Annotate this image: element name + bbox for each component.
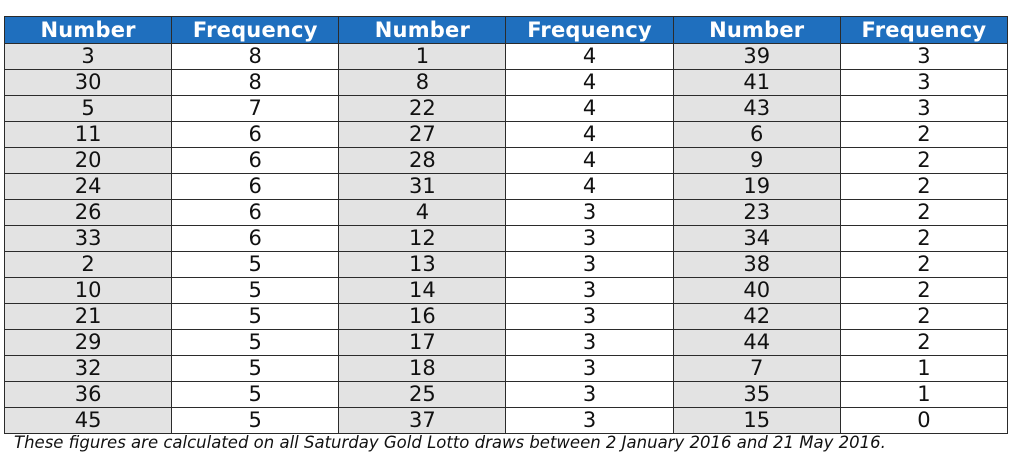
- frequency-cell: 7: [172, 96, 339, 122]
- number-cell: 44: [673, 330, 840, 356]
- frequency-cell: 3: [506, 356, 673, 382]
- frequency-cell: 3: [506, 200, 673, 226]
- number-cell: 30: [5, 70, 172, 96]
- number-cell: 6: [673, 122, 840, 148]
- frequency-cell: 4: [506, 44, 673, 70]
- frequency-cell: 1: [840, 356, 1007, 382]
- frequency-cell: 3: [506, 278, 673, 304]
- frequency-cell: 4: [506, 148, 673, 174]
- number-cell: 25: [339, 382, 506, 408]
- frequency-cell: 6: [172, 174, 339, 200]
- frequency-cell: 8: [172, 70, 339, 96]
- frequency-cell: 2: [840, 330, 1007, 356]
- table-body: [5, 44, 1008, 434]
- number-cell: 2: [5, 252, 172, 278]
- table-row: [5, 252, 1008, 278]
- frequency-cell: 2: [840, 278, 1007, 304]
- number-cell: 26: [5, 200, 172, 226]
- frequency-table: [4, 16, 1008, 434]
- number-cell: 29: [5, 330, 172, 356]
- number-cell: 1: [339, 44, 506, 70]
- number-cell: 36: [5, 382, 172, 408]
- table-row: [5, 382, 1008, 408]
- frequency-cell: 8: [172, 44, 339, 70]
- frequency-cell: 0: [840, 408, 1007, 434]
- number-cell: 31: [339, 174, 506, 200]
- number-cell: 38: [673, 252, 840, 278]
- frequency-cell: 5: [172, 330, 339, 356]
- frequency-cell: 1: [840, 382, 1007, 408]
- number-cell: 28: [339, 148, 506, 174]
- frequency-cell: 6: [172, 226, 339, 252]
- frequency-cell: 4: [506, 70, 673, 96]
- frequency-cell: 2: [840, 226, 1007, 252]
- frequency-cell: 3: [506, 330, 673, 356]
- frequency-cell: 5: [172, 304, 339, 330]
- table-row: [5, 174, 1008, 200]
- table-row: [5, 304, 1008, 330]
- header-frequency-2: Frequency: [506, 17, 673, 44]
- frequency-cell: 3: [506, 304, 673, 330]
- number-cell: 43: [673, 96, 840, 122]
- frequency-cell: 6: [172, 122, 339, 148]
- frequency-cell: 3: [840, 44, 1007, 70]
- number-cell: 17: [339, 330, 506, 356]
- table-row: [5, 44, 1008, 70]
- number-cell: 21: [5, 304, 172, 330]
- table-row: [5, 408, 1008, 434]
- number-cell: 9: [673, 148, 840, 174]
- table-row: [5, 148, 1008, 174]
- number-cell: 11: [5, 122, 172, 148]
- number-cell: 18: [339, 356, 506, 382]
- number-cell: 7: [673, 356, 840, 382]
- frequency-cell: 3: [506, 252, 673, 278]
- frequency-cell: 2: [840, 174, 1007, 200]
- header-number-3: Number: [673, 17, 840, 44]
- header-number-2: Number: [339, 17, 506, 44]
- number-cell: 4: [339, 200, 506, 226]
- number-cell: 27: [339, 122, 506, 148]
- number-cell: 14: [339, 278, 506, 304]
- table-row: [5, 70, 1008, 96]
- footnote: These figures are calculated on all Saturday Gold Lotto draws between 2 January 2016 and 21 May 2016.: [14, 433, 886, 452]
- frequency-cell: 6: [172, 200, 339, 226]
- frequency-cell: 4: [506, 96, 673, 122]
- frequency-cell: 2: [840, 148, 1007, 174]
- number-cell: 5: [5, 96, 172, 122]
- number-cell: 37: [339, 408, 506, 434]
- number-cell: 20: [5, 148, 172, 174]
- number-cell: 45: [5, 408, 172, 434]
- header-number-1: Number: [5, 17, 172, 44]
- frequency-cell: 3: [506, 226, 673, 252]
- table-row: [5, 278, 1008, 304]
- frequency-cell: 4: [506, 174, 673, 200]
- frequency-cell: 4: [506, 122, 673, 148]
- header-frequency-3: Frequency: [840, 17, 1007, 44]
- frequency-cell: 5: [172, 278, 339, 304]
- number-cell: 33: [5, 226, 172, 252]
- table-row: [5, 330, 1008, 356]
- frequency-cell: 2: [840, 200, 1007, 226]
- number-cell: 12: [339, 226, 506, 252]
- number-cell: 34: [673, 226, 840, 252]
- frequency-cell: 5: [172, 408, 339, 434]
- number-cell: 23: [673, 200, 840, 226]
- table-row: [5, 356, 1008, 382]
- frequency-cell: 5: [172, 382, 339, 408]
- frequency-cell: 3: [840, 70, 1007, 96]
- frequency-cell: 6: [172, 148, 339, 174]
- number-cell: 10: [5, 278, 172, 304]
- number-cell: 42: [673, 304, 840, 330]
- number-cell: 35: [673, 382, 840, 408]
- number-cell: 8: [339, 70, 506, 96]
- frequency-cell: 3: [840, 96, 1007, 122]
- frequency-cell: 2: [840, 122, 1007, 148]
- number-cell: 24: [5, 174, 172, 200]
- number-cell: 19: [673, 174, 840, 200]
- number-cell: 13: [339, 252, 506, 278]
- number-cell: 32: [5, 356, 172, 382]
- frequency-cell: 5: [172, 252, 339, 278]
- frequency-cell: 2: [840, 252, 1007, 278]
- number-cell: 22: [339, 96, 506, 122]
- table-row: [5, 200, 1008, 226]
- frequency-cell: 3: [506, 408, 673, 434]
- header-row: [5, 17, 1008, 44]
- number-cell: 40: [673, 278, 840, 304]
- number-cell: 16: [339, 304, 506, 330]
- frequency-cell: 2: [840, 304, 1007, 330]
- number-cell: 41: [673, 70, 840, 96]
- table-row: [5, 226, 1008, 252]
- table-row: [5, 122, 1008, 148]
- number-cell: 15: [673, 408, 840, 434]
- table-row: [5, 96, 1008, 122]
- number-cell: 39: [673, 44, 840, 70]
- header-frequency-1: Frequency: [172, 17, 339, 44]
- frequency-cell: 3: [506, 382, 673, 408]
- frequency-cell: 5: [172, 356, 339, 382]
- number-cell: 3: [5, 44, 172, 70]
